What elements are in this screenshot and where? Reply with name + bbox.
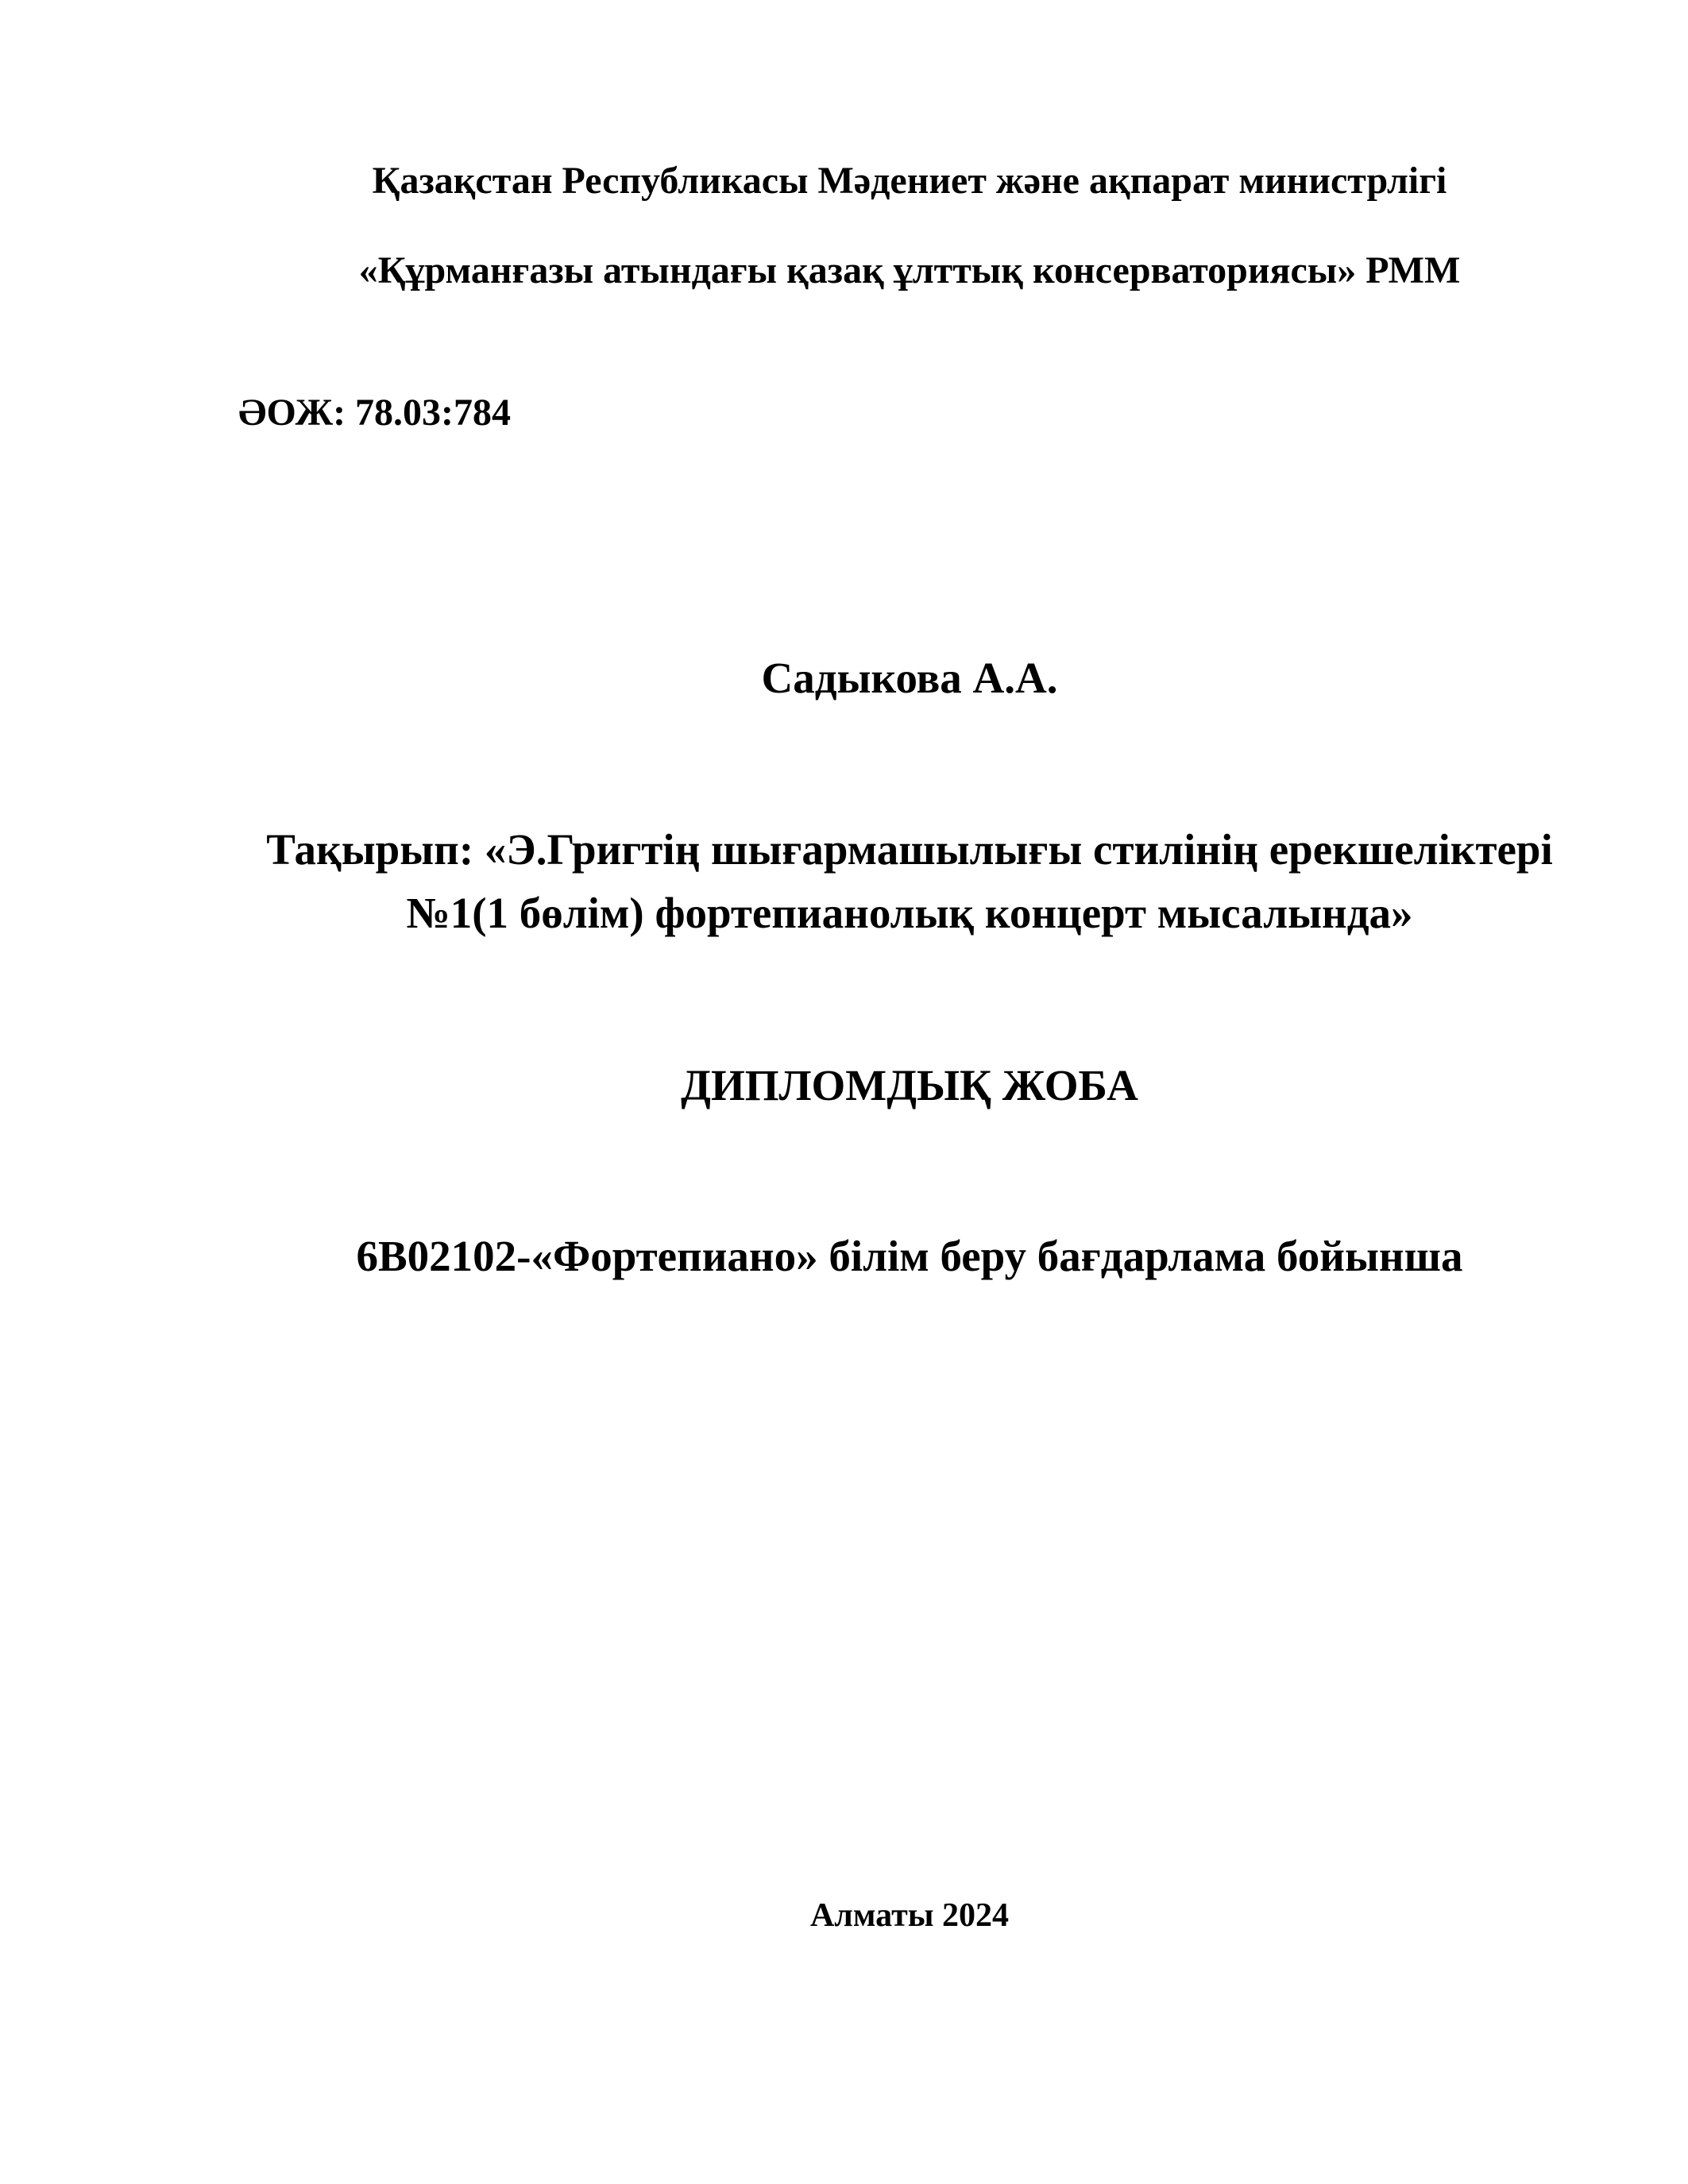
ministry-line: Қазақстан Республикасы Мәдениет және ақпарат министрлігі xyxy=(372,160,1447,202)
author-name: Садыкова А.А. xyxy=(761,654,1058,702)
udc-number: ӘОЖ: 78.03:784 xyxy=(238,392,512,434)
institution-line: «Құрманғазы атындағы қазақ ұлттық консерваториясы» РММ xyxy=(358,249,1461,291)
work-type-heading: ДИПЛОМДЫҚ ЖОБА xyxy=(681,1061,1138,1109)
topic-title-line1: Тақырып: «Э.Григтің шығармашылығы стилінің ерекшеліктері xyxy=(266,825,1553,874)
topic-title-line2: №1(1 бөлім) фортепианолық концерт мысалында» xyxy=(406,889,1413,937)
education-program-line: 6В02102-«Фортепиано» білім беру бағдарлама бойынша xyxy=(356,1232,1463,1280)
city-year-line: Алматы 2024 xyxy=(809,1897,1010,1934)
